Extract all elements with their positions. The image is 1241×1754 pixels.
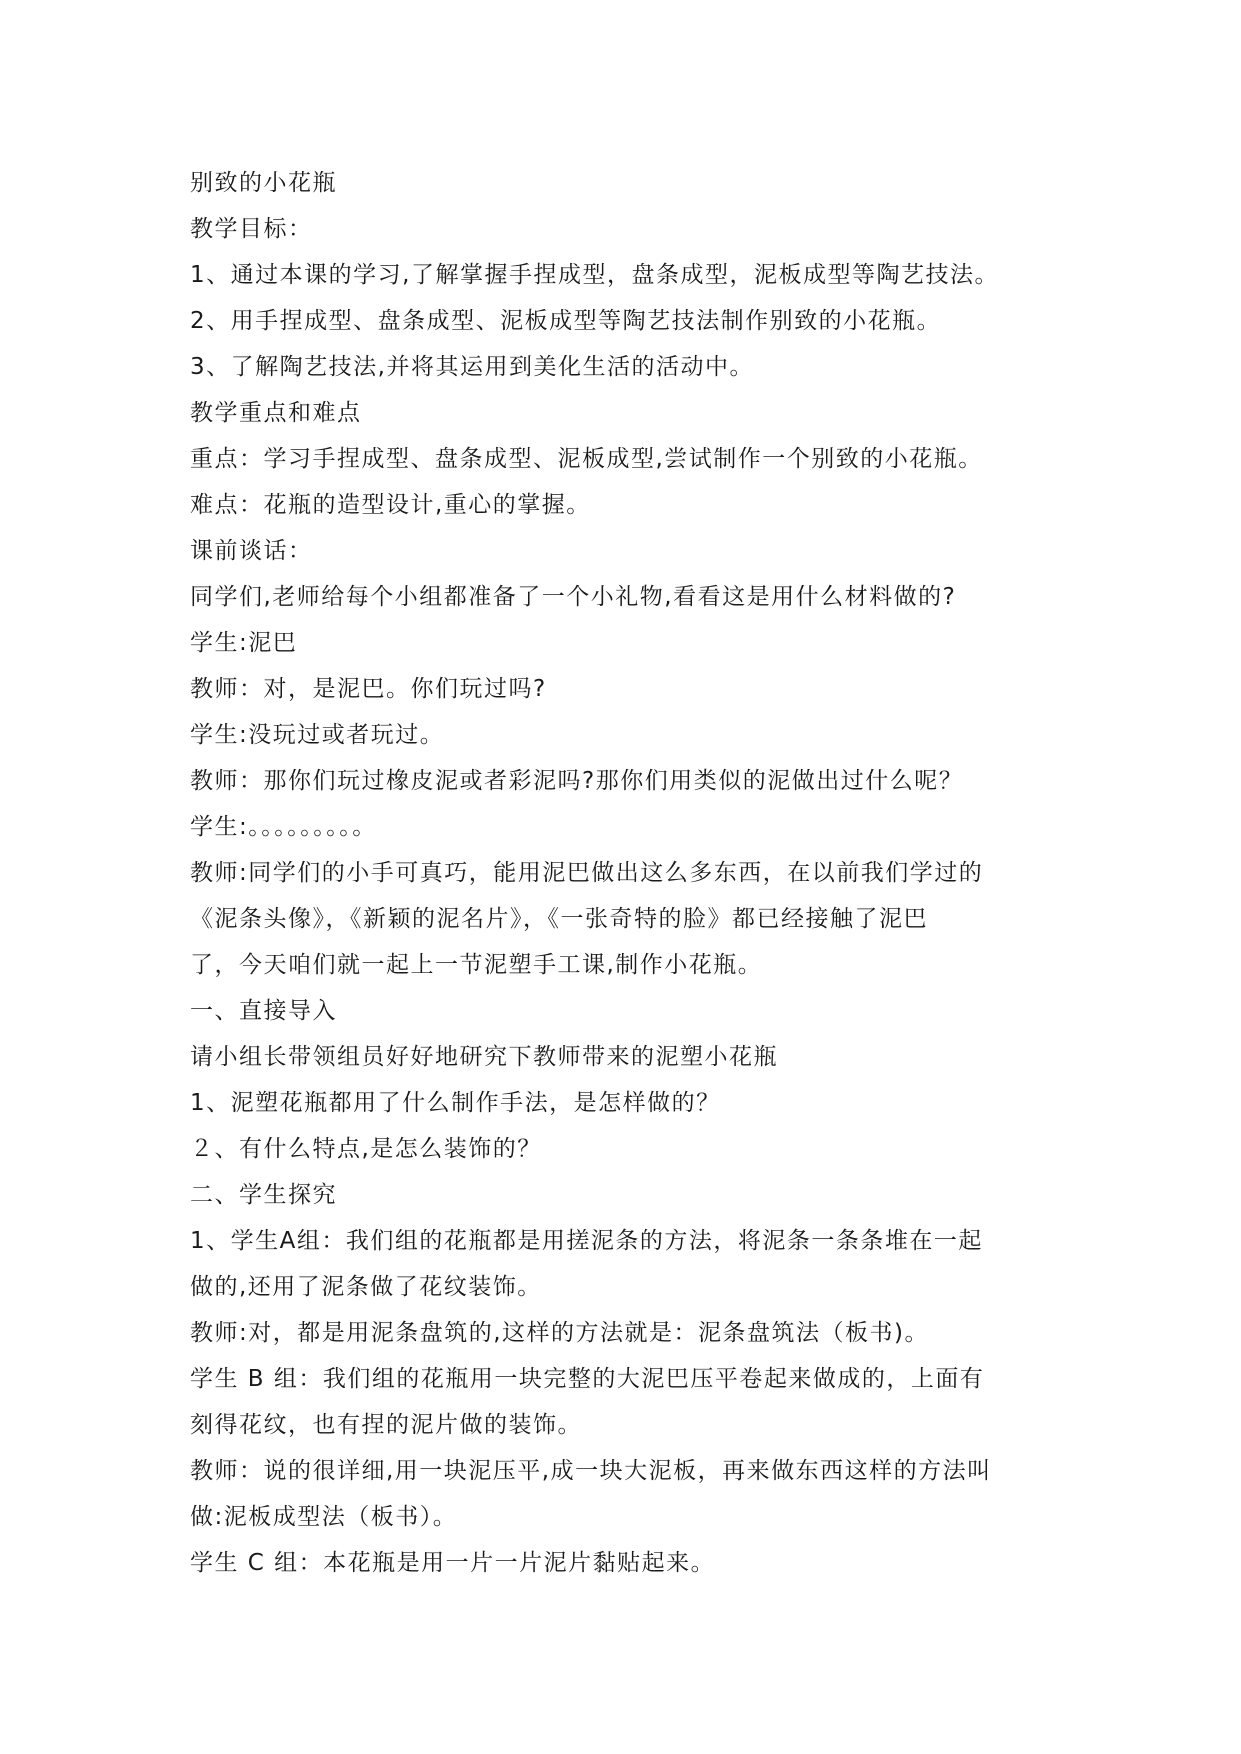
text-line: ２、有什么特点,是怎么装饰的？ [190, 1136, 542, 1162]
section-heading-objectives: 教学目标： [190, 216, 313, 242]
text-line: 学生:没玩过或者玩过。 [190, 722, 445, 748]
text-line: 难点：花瓶的造型设计,重心的掌握。 [190, 492, 591, 518]
text-line: 教师:同学们的小手可真巧，能用泥巴做出这么多东西，在以前我们学过的 [190, 860, 984, 886]
section-heading-exploration: 二、学生探究 [190, 1182, 337, 1208]
text-line: 教师:对，都是用泥条盘筑的,这样的方法就是：泥条盘筑法（板书)。 [190, 1320, 930, 1346]
text-line: 教师：那你们玩过橡皮泥或者彩泥吗?那你们用类似的泥做出过什么呢？ [190, 768, 964, 794]
text-line: 做的,还用了泥条做了花纹装饰。 [190, 1274, 542, 1300]
text-line: 请小组长带领组员好好地研究下教师带来的泥塑小花瓶 [190, 1044, 778, 1070]
text-line: 学生:泥巴 [190, 630, 298, 656]
text-line: 教师：说的很详细,用一块泥压平,成一块大泥板，再来做东西这样的方法叫 [190, 1458, 992, 1484]
text-line: 1、通过本课的学习,了解掌握手捏成型，盘条成型，泥板成型等陶艺技法。 [190, 262, 999, 288]
text-line: 2、用手捏成型、盘条成型、泥板成型等陶艺技法制作别致的小花瓶。 [190, 308, 942, 334]
text-line: 1、泥塑花瓶都用了什么制作手法，是怎样做的？ [190, 1090, 721, 1116]
text-line: 学生 B 组：我们组的花瓶用一块完整的大泥巴压平卷起来做成的，上面有 [190, 1366, 985, 1392]
section-heading-pre-class-talk: 课前谈话： [190, 538, 313, 564]
text-line: 3、了解陶艺技法,并将其运用到美化生活的活动中。 [190, 354, 754, 380]
text-line: 学生:。。。。。。。。。 [190, 814, 377, 840]
text-line: 教师：对，是泥巴。你们玩过吗? [190, 676, 547, 702]
section-heading-key-points: 教学重点和难点 [190, 400, 362, 426]
text-line: 做:泥板成型法（板书）。 [190, 1504, 458, 1530]
text-line: 1、学生A组：我们组的花瓶都是用搓泥条的方法，将泥条一条条堆在一起 [190, 1228, 983, 1254]
section-heading-intro: 一、直接导入 [190, 998, 337, 1024]
doc-title: 别致的小花瓶 [190, 170, 337, 196]
text-line: 同学们,老师给每个小组都准备了一个小礼物,看看这是用什么材料做的? [190, 584, 957, 610]
text-line: 了，今天咱们就一起上一节泥塑手工课,制作小花瓶。 [190, 952, 763, 978]
text-line: 刻得花纹，也有捏的泥片做的装饰。 [190, 1412, 582, 1438]
text-line: 《泥条头像》，《新颖的泥名片》，《一张奇特的脸》都已经接触了泥巴 [190, 906, 928, 932]
document-body [190, 160, 1060, 1586]
text-line: 学生 C 组：本花瓶是用一片一片泥片黏贴起来。 [190, 1550, 716, 1576]
text-line: 重点：学习手捏成型、盘条成型、泥板成型,尝试制作一个别致的小花瓶。 [190, 446, 983, 472]
